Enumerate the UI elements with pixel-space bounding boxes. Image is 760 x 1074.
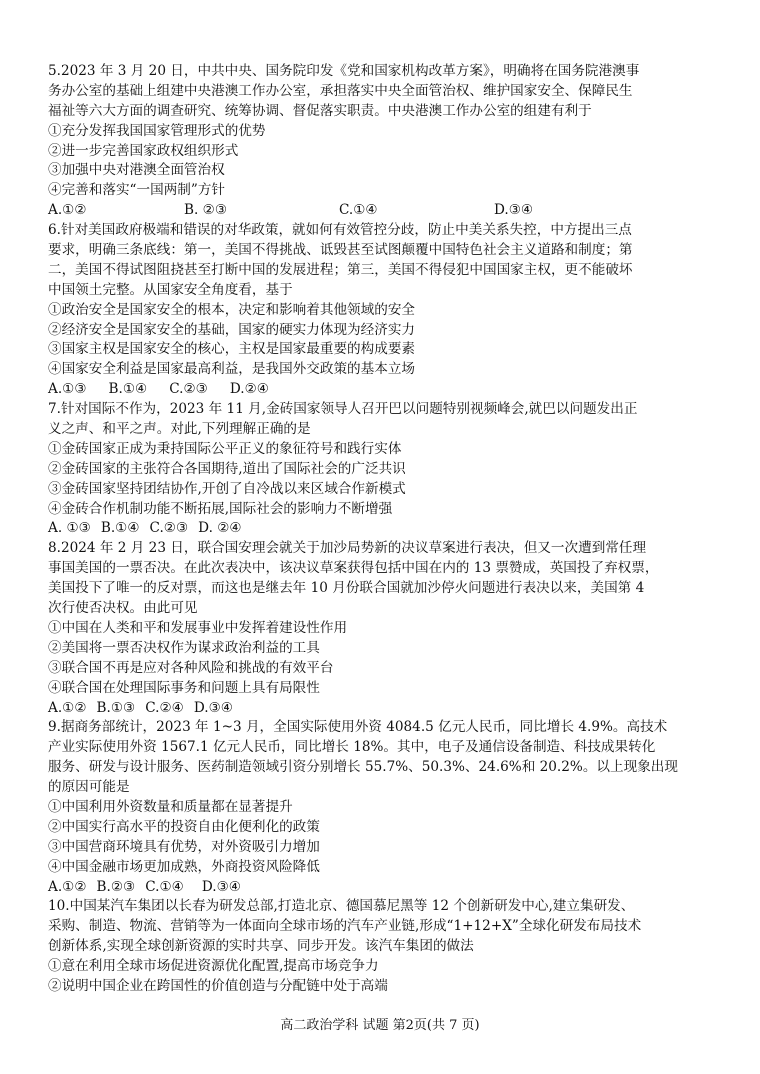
question-9-answer-d: D.③④	[201, 878, 241, 895]
question-7-answer-a: A. ①③	[48, 520, 91, 537]
question-8-answer-c: C.②④	[145, 699, 184, 716]
question-9-stem-line-3: 服务、研发与设计服务、医药制造领域引资分别增长 55.7%、50.3%、24.6%和 20.2%。以上现象出现	[48, 759, 678, 776]
page-footer: 高二政治学科 试题 第2页(共 7 页)	[280, 1018, 480, 1033]
question-6-stem-line-3: 二，美国不得试图阻挠甚至打断中国的发展进程；第三，美国不得侵犯中国国家主权，更不能破坏	[48, 261, 633, 278]
question-9-stem-line-1: 9.据商务部统计，2023 年 1~3 月，全国实际使用外资 4084.5 亿元人民币，同比增长 4.9%。高技术	[48, 719, 668, 736]
question-6-answer-choices	[48, 380, 720, 400]
question-7	[48, 400, 720, 539]
question-6-option-4: ④国家安全利益是国家最高利益，是我国外交政策的基本立场	[48, 361, 416, 378]
question-6-answer-d: D.②④	[229, 381, 269, 398]
question-6-stem-line-4: 中国领土完整。从国家安全角度看，基于	[48, 281, 293, 298]
question-10-stem-line-1: 10.中国某汽车集团以长春为研发总部,打造北京、德国慕尼黑等 12 个创新研发中心,建立集研发、	[48, 898, 635, 915]
question-5-stem-line-3: 福祉等六大方面的调查研究、统筹协调、督促落实职责。中央港澳工作办公室的组建有利于	[48, 102, 592, 119]
question-9-option-4: ④中国金融市场更加成熟，外商投资风险降低	[48, 858, 320, 875]
question-5-answer-d: D.③④	[494, 202, 534, 219]
question-10	[48, 897, 720, 996]
question-6-stem-line-2: 要求，明确三条底线：第一，美国不得挑战、诋毁甚至试图颠覆中国特色社会主义道路和制度；第	[48, 242, 633, 259]
question-8-option-3: ③联合国不再是应对各种风险和挑战的有效平台	[48, 659, 334, 676]
question-5-option-1: ①充分发挥我国国家管理形式的优势	[48, 122, 266, 139]
question-8	[48, 539, 720, 718]
question-6-option-2: ②经济安全是国家安全的基础，国家的硬实力体现为经济实力	[48, 321, 416, 338]
question-9-answer-c: C.①④	[145, 878, 184, 895]
question-9-stem-line-4: 的原因可能是	[48, 779, 130, 796]
question-7-option-2: ②金砖国家的主张符合各国期待,道出了国际社会的广泛共识	[48, 460, 406, 477]
question-9-option-1: ①中国利用外资数量和质量都在显著提升	[48, 798, 293, 815]
question-7-answer-d: D. ②④	[198, 520, 242, 537]
question-9-stem-line-2: 产业实际使用外资 1567.1 亿元人民币，同比增长 18%。其中，电子及通信设备制造、科技成果转化	[48, 739, 656, 756]
question-6	[48, 221, 720, 400]
question-9-answer-choices	[48, 878, 720, 898]
question-6-answer-b: B.①④	[108, 381, 148, 398]
question-7-option-4: ④金砖合作机制功能不断拓展,国际社会的影响力不断增强	[48, 500, 393, 517]
question-5-answer-choices	[48, 201, 720, 221]
question-8-stem-line-3: 美国投下了唯一的反对票，而这也是继去年 10 月份联合国就加沙停火问题进行表决以来，美国第 4	[48, 580, 645, 597]
question-8-answer-b: B.①③	[96, 699, 136, 716]
question-8-option-4: ④联合国在处理国际事务和问题上具有局限性	[48, 679, 320, 696]
question-8-stem-line-2: 事国美国的一票否决。在此次表决中，该决议草案获得包括中国在内的 13 票赞成，英国投了弃权票，	[48, 560, 659, 577]
question-5-option-2: ②进一步完善国家政权组织形式	[48, 142, 239, 159]
question-7-option-1: ①金砖国家正成为秉持国际公平正义的象征符号和践行实体	[48, 440, 402, 457]
question-8-answer-d: D.③④	[193, 699, 233, 716]
question-8-option-1: ①中国在人类和平和发展事业中发挥着建设性作用	[48, 619, 348, 636]
question-5-answer-a: A.①②	[48, 202, 87, 219]
question-5-option-4: ④完善和落实“一国两制”方针	[48, 182, 226, 199]
question-5-answer-c: C.①④	[339, 202, 378, 219]
question-9	[48, 718, 720, 897]
question-7-answer-c: C.②③	[149, 520, 189, 537]
question-7-answer-b: B.①④	[100, 520, 140, 537]
question-5-option-3: ③加强中央对港澳全面管治权	[48, 162, 225, 179]
question-9-answer-b: B.②③	[96, 878, 136, 895]
exam-page-content	[48, 62, 720, 997]
question-6-option-1: ①政治安全是国家安全的根本，决定和影响着其他领域的安全	[48, 301, 416, 318]
question-8-stem-line-1: 8.2024 年 2 月 23 日，联合国安理会就关于加沙局势新的决议草案进行表决，但又一次遭到常任理	[48, 540, 647, 557]
question-8-answer-choices	[48, 699, 720, 719]
question-6-option-3: ③国家主权是国家安全的核心，主权是国家最重要的构成要素	[48, 341, 416, 358]
question-9-answer-a: A.①②	[48, 878, 87, 895]
question-10-stem-line-2: 采购、制造、物流、营销等为一体面向全球市场的汽车产业链,形成“1+12+X”全球化研发布局技术	[48, 918, 642, 935]
question-10-option-1: ①意在利用全球市场促进资源优化配置,提高市场竞争力	[48, 958, 379, 975]
question-7-answer-choices	[48, 519, 720, 539]
question-7-stem-line-2: 义之声、和平之声。对此,下列理解正确的是	[48, 421, 311, 438]
question-7-stem-line-1: 7.针对国际不作为，2023 年 11 月,金砖国家领导人召开巴以问题特别视频峰会,就巴以问题发出正	[48, 401, 638, 418]
question-8-stem-line-4: 次行使否决权。由此可见	[48, 600, 198, 617]
question-10-stem-line-3: 创新体系,实现全球创新资源的实时共享、同步开发。该汽车集团的做法	[48, 938, 474, 955]
question-5-stem-line-2: 务办公室的基础上组建中央港澳工作办公室，承担落实中央全面管治权、维护国家安全、保障民生	[48, 82, 633, 99]
question-5-stem-line-1: 5.2023 年 3 月 20 日，中共中央、国务院印发《党和国家机构改革方案》，明确将在国务院港澳事	[48, 63, 640, 79]
question-7-option-3: ③金砖国家坚持团结协作,开创了自冷战以来区域合作新模式	[48, 480, 406, 497]
question-5	[48, 62, 720, 221]
question-8-answer-a: A.①②	[48, 699, 87, 716]
question-10-option-2: ②说明中国企业在跨国性的价值创造与分配链中处于高端	[48, 977, 388, 994]
question-6-answer-a: A.①③	[48, 381, 87, 398]
question-6-answer-c: C.②③	[169, 381, 208, 398]
question-6-stem-line-1: 6.针对美国政府极端和错误的对华政策，就如何有效管控分歧，防止中美关系失控，中方提出三点	[48, 222, 632, 239]
question-5-answer-b: B. ②③	[184, 202, 228, 219]
question-8-option-2: ②美国将一票否决权作为谋求政治利益的工具	[48, 639, 320, 656]
question-9-option-2: ②中国实行高水平的投资自由化便利化的政策	[48, 818, 320, 835]
question-9-option-3: ③中国营商环境具有优势，对外资吸引力增加	[48, 838, 320, 855]
